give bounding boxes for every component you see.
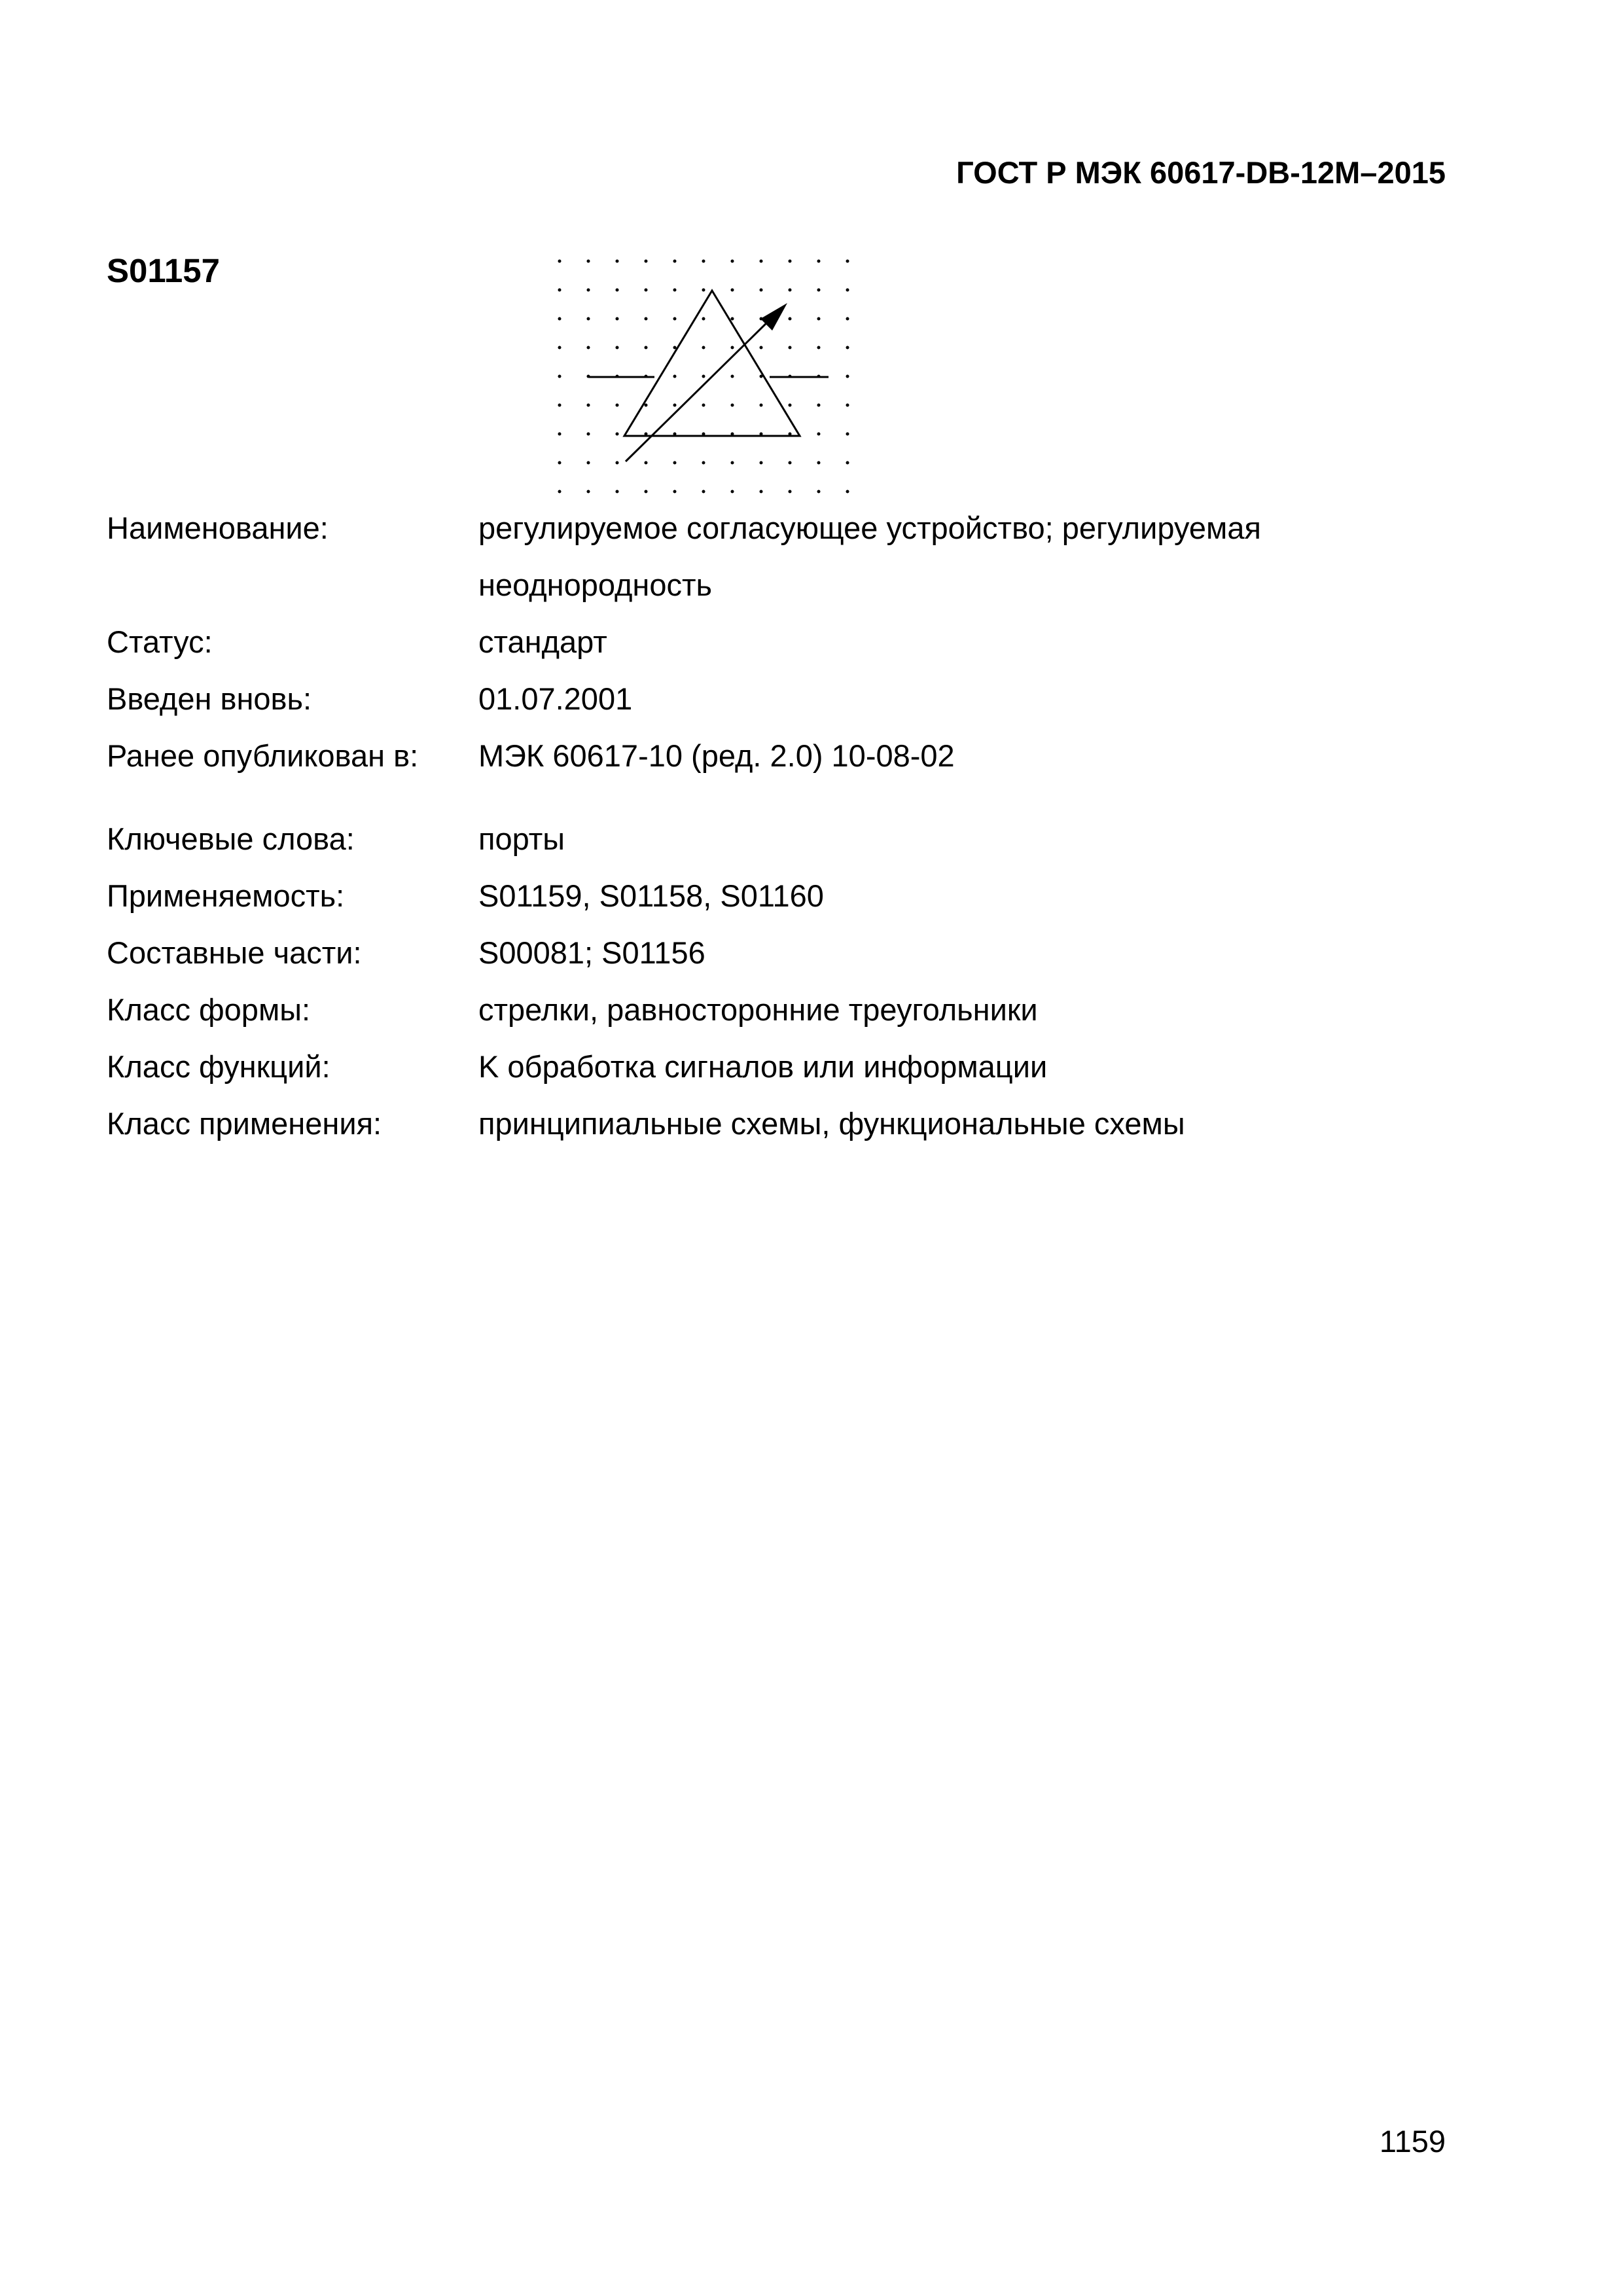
grid-dot: [789, 461, 792, 465]
attribute-value: стрелки, равносторонние треугольники: [478, 992, 1038, 1027]
grid-dot: [702, 346, 705, 350]
grid-dot: [846, 346, 849, 350]
grid-dot: [731, 317, 734, 321]
grid-dot: [789, 289, 792, 292]
attribute-label: Наименование:: [107, 511, 329, 545]
grid-dot: [731, 404, 734, 407]
grid-dot: [702, 260, 705, 263]
grid-dot: [846, 375, 849, 378]
grid-dot: [673, 289, 677, 292]
attribute-row: [107, 981, 1481, 1038]
attribute-label: Класс функций:: [107, 1049, 330, 1084]
adjustable-matching-device-icon: [543, 252, 864, 501]
attribute-row: [107, 1095, 1481, 1152]
grid-dot: [846, 461, 849, 465]
grid-dot: [817, 260, 821, 263]
grid-dot: [789, 404, 792, 407]
grid-dot: [760, 346, 763, 350]
attribute-label: Статус:: [107, 624, 213, 659]
grid-dot: [789, 490, 792, 493]
grid-dot: [760, 404, 763, 407]
grid-dot: [587, 490, 590, 493]
grid-dot: [817, 433, 821, 436]
attribute-row-continuation: [107, 556, 1481, 613]
standard-designation: ГОСТ Р МЭК 60617-DB-12M–2015: [956, 155, 1446, 190]
grid-dot: [587, 433, 590, 436]
grid-dot: [702, 289, 705, 292]
grid-dot: [645, 461, 648, 465]
attribute-label: Введен вновь:: [107, 681, 312, 716]
attribute-value: принципиальные схемы, функциональные схемы: [478, 1106, 1185, 1141]
grid-dot: [558, 461, 562, 465]
attribute-label: Применяемость:: [107, 878, 345, 913]
grid-dot: [846, 260, 849, 263]
grid-dot: [558, 260, 562, 263]
grid-dot: [616, 317, 619, 321]
grid-dot: [702, 404, 705, 407]
grid-dot: [731, 490, 734, 493]
grid-dot: [645, 317, 648, 321]
attribute-label: Ранее опубликован в:: [107, 738, 419, 773]
attribute-value: 01.07.2001: [478, 681, 633, 716]
grid-dot: [673, 461, 677, 465]
grid-dot: [817, 317, 821, 321]
grid-dot: [587, 404, 590, 407]
grid-dot: [645, 289, 648, 292]
attribute-value: МЭК 60617-10 (ред. 2.0) 10-08-02: [478, 738, 955, 773]
grid-dot: [587, 260, 590, 263]
grid-dot: [587, 346, 590, 350]
grid-dot: [731, 461, 734, 465]
attribute-value: S01159, S01158, S01160: [478, 878, 824, 913]
grid-dot: [616, 289, 619, 292]
grid-dot: [731, 260, 734, 263]
grid-dot: [817, 289, 821, 292]
grid-dot: [731, 375, 734, 378]
attribute-row: [107, 613, 1481, 670]
grid-dot: [673, 490, 677, 493]
grid-dot: [673, 404, 677, 407]
attribute-value: стандарт: [478, 624, 607, 659]
attribute-value: S00081; S01156: [478, 935, 705, 970]
grid-dot: [616, 346, 619, 350]
grid-dot: [789, 317, 792, 321]
grid-dot: [760, 461, 763, 465]
attribute-label: Ключевые слова:: [107, 821, 355, 856]
grid-dot: [616, 404, 619, 407]
grid-dot: [645, 404, 648, 407]
grid-dot: [817, 490, 821, 493]
grid-dot: [731, 289, 734, 292]
attribute-value: K обработка сигналов или информации: [478, 1049, 1048, 1084]
attribute-row: [107, 499, 1481, 556]
attribute-value: неоднородность: [478, 567, 712, 602]
page-number: 1159: [1379, 2124, 1446, 2159]
grid-dot: [789, 346, 792, 350]
grid-dot: [616, 490, 619, 493]
grid-dot: [731, 346, 734, 350]
attribute-label: Класс формы:: [107, 992, 311, 1027]
attribute-value: порты: [478, 821, 565, 856]
grid-dot: [760, 490, 763, 493]
grid-dot: [846, 404, 849, 407]
grid-dot: [846, 289, 849, 292]
grid-dot: [587, 317, 590, 321]
adjust-arrow-shaft: [626, 316, 774, 461]
attribute-row: [107, 867, 1481, 924]
attribute-value: регулируемое согласующее устройство; регулируемая: [478, 511, 1261, 545]
attribute-table: [107, 499, 1481, 1152]
attribute-row: [107, 670, 1481, 727]
grid-dot: [587, 461, 590, 465]
grid-dot: [558, 317, 562, 321]
grid-dot: [673, 317, 677, 321]
section-gap: [107, 784, 1481, 810]
grid-dot: [702, 461, 705, 465]
attribute-label: Составные части:: [107, 935, 362, 970]
grid-dot: [760, 260, 763, 263]
grid-dot: [558, 289, 562, 292]
grid-dot: [846, 317, 849, 321]
grid-dot: [846, 490, 849, 493]
grid-dot: [673, 375, 677, 378]
attribute-row: [107, 727, 1481, 784]
grid-dot: [645, 346, 648, 350]
attribute-row: [107, 810, 1481, 867]
grid-dot: [846, 433, 849, 436]
grid-dot: [645, 490, 648, 493]
grid-dot: [817, 346, 821, 350]
grid-dot: [558, 346, 562, 350]
grid-dot: [760, 289, 763, 292]
grid-dot: [673, 260, 677, 263]
attribute-row: [107, 1038, 1481, 1095]
grid-dot: [789, 260, 792, 263]
grid-dot: [558, 433, 562, 436]
grid-dot: [616, 260, 619, 263]
grid-dot: [817, 404, 821, 407]
attribute-label: Класс применения:: [107, 1106, 382, 1141]
attribute-row: [107, 924, 1481, 981]
grid-dot: [702, 317, 705, 321]
grid-dot: [558, 404, 562, 407]
grid-dot: [645, 260, 648, 263]
grid-dot: [616, 461, 619, 465]
grid-dot: [587, 289, 590, 292]
grid-dot: [702, 490, 705, 493]
grid-dot: [558, 375, 562, 378]
grid-dot: [817, 461, 821, 465]
grid-dot: [702, 375, 705, 378]
grid-dot: [616, 433, 619, 436]
symbol-id: S01157: [107, 252, 221, 289]
grid-dot: [558, 490, 562, 493]
